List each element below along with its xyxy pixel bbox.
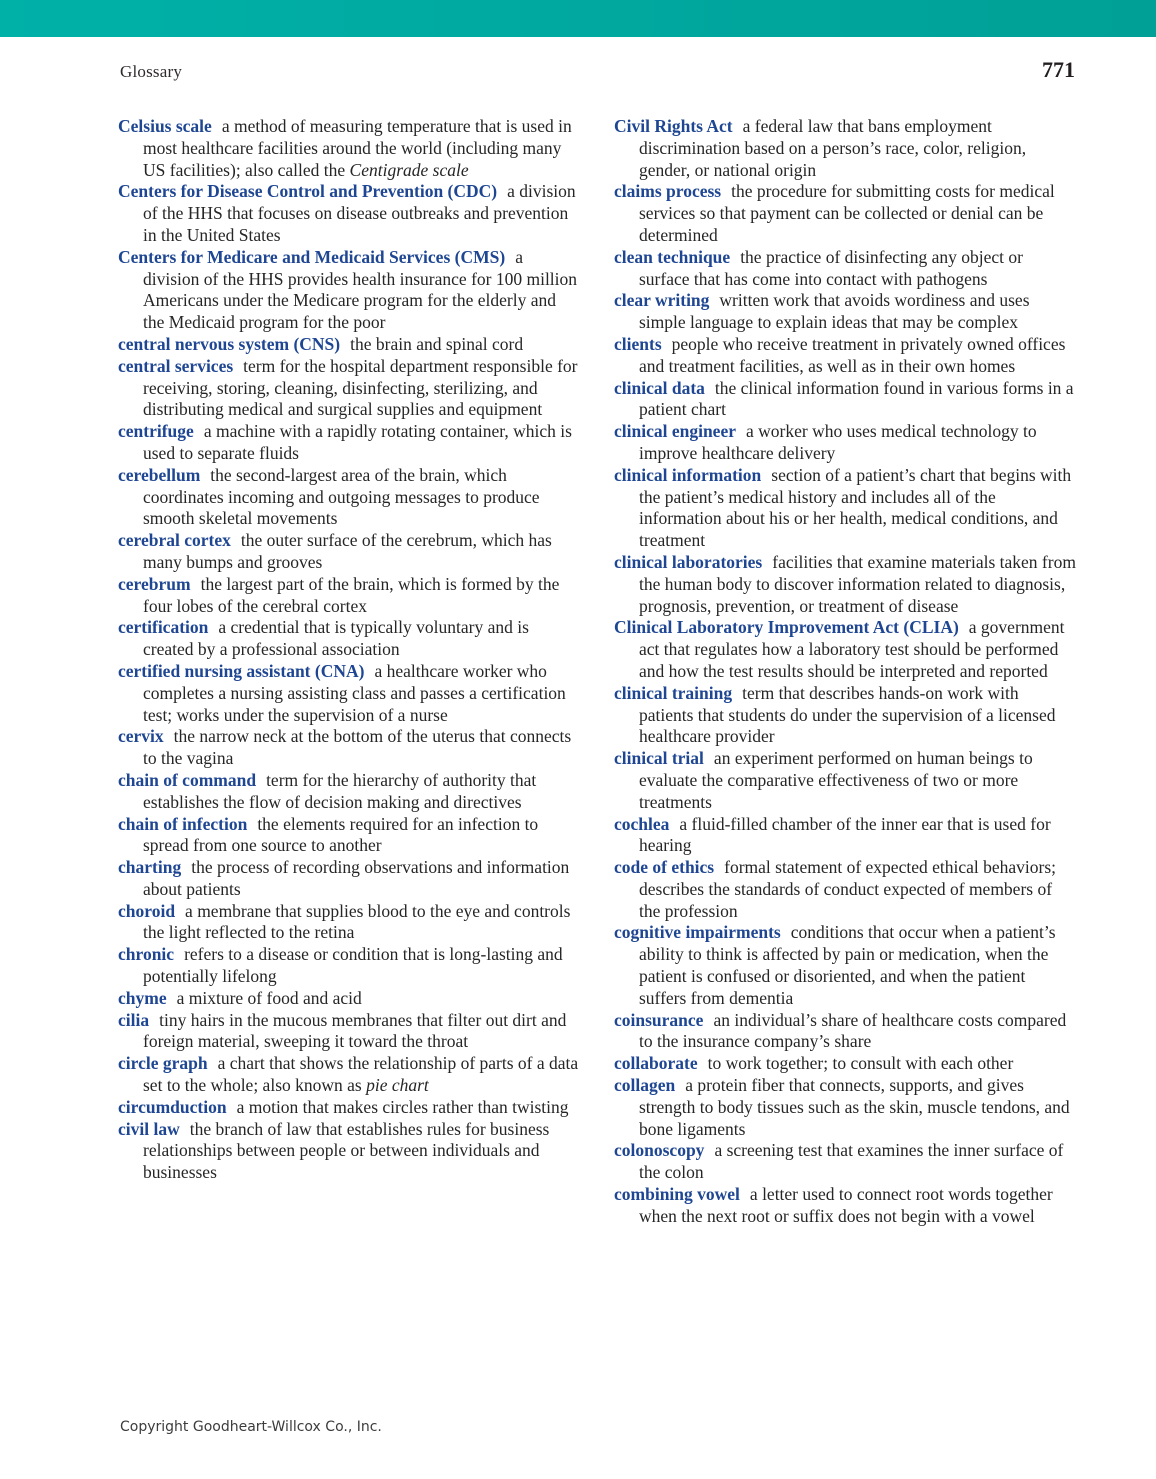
glossary-entry (118, 116, 581, 181)
glossary-definition: the largest part of the brain, which is formed by the four lobes of the cerebral cortex (143, 573, 560, 616)
page-number: 771 (1042, 57, 1075, 82)
glossary-definition: the procedure for submitting costs for medical services so that payment can be collected or denial can be determined (639, 181, 1055, 245)
glossary-entry (118, 1010, 581, 1054)
glossary-definition: the elements required for an infection to spread from one source to another (143, 813, 539, 856)
glossary-definition: the branch of law that establishes rules for business relationships between people or between individuals and businesses (143, 1118, 550, 1183)
glossary-term: clinical engineer (614, 421, 736, 442)
glossary-definition: the narrow neck at the bottom of the uterus that connects to the vagina (143, 726, 572, 769)
glossary-definition-italic: pie chart (366, 1075, 429, 1096)
glossary-entry (614, 465, 1077, 552)
glossary-term: clinical trial (614, 748, 704, 769)
glossary-entry (614, 552, 1077, 617)
glossary-term: chyme (118, 987, 167, 1008)
glossary-term: Civil Rights Act (614, 116, 733, 136)
glossary-entry (118, 857, 581, 901)
glossary-entry (118, 1053, 581, 1097)
glossary-entry (614, 1184, 1077, 1228)
glossary-definition: a screening test that examines the inner surface of the colon (639, 1140, 1064, 1183)
glossary-entry (118, 726, 581, 770)
glossary-entry (614, 1075, 1077, 1140)
glossary-entry (614, 1140, 1077, 1184)
glossary-definition: people who receive treatment in privately owned offices and treatment facilities, as well as in their own homes (639, 333, 1066, 376)
glossary-definition: a division of the HHS provides health insurance for 100 million Americans under the Medicare program for the elderly and the Medicaid program for the poor (143, 246, 578, 333)
glossary-entry (118, 1119, 581, 1184)
glossary-term: clients (614, 333, 662, 354)
glossary-entry (118, 465, 581, 530)
glossary-entry (614, 857, 1077, 922)
glossary-entry (614, 116, 1077, 181)
glossary-definition: a method of measuring temperature that is used in most healthcare facilities around the world (including many US facilities); also called the (143, 116, 572, 180)
glossary-term: charting (118, 857, 182, 878)
glossary-definition: a protein fiber that connects, supports, and gives strength to body tissues such as the skin, muscle tendons, and bone ligaments (639, 1075, 1070, 1139)
glossary-term: claims process (614, 181, 722, 202)
glossary-term: circle graph (118, 1053, 208, 1074)
glossary-term: code of ethics (614, 857, 715, 878)
glossary-entry (614, 378, 1077, 422)
glossary-term: cochlea (614, 813, 670, 834)
glossary-term: chronic (118, 944, 175, 965)
glossary-entry (614, 748, 1077, 813)
glossary-definition: the practice of disinfecting any object or surface that has come into contact with pathogens (639, 246, 1023, 289)
glossary-definition: a machine with a rapidly rotating container, which is used to separate fluids (143, 421, 572, 463)
glossary-column-left (118, 116, 581, 1228)
glossary-definition: tiny hairs in the mucous membranes that filter out dirt and foreign material, sweeping it toward the throat (143, 1009, 567, 1052)
glossary-definition: refers to a disease or condition that is long-lasting and potentially lifelong (143, 944, 563, 987)
glossary-definition: the outer surface of the cerebrum, which has many bumps and grooves (143, 530, 552, 572)
glossary-term: cognitive impairments (614, 922, 781, 943)
glossary-term: coinsurance (614, 1009, 704, 1030)
glossary-entry (614, 683, 1077, 748)
glossary-entry (118, 334, 581, 356)
glossary-entry (118, 617, 581, 661)
glossary-term: cervix (118, 726, 164, 747)
glossary-entry (614, 617, 1077, 682)
glossary-term: certification (118, 617, 209, 638)
glossary-definition: a mixture of food and acid (176, 987, 362, 1008)
glossary-term: clean technique (614, 246, 731, 267)
glossary-term: chain of command (118, 769, 257, 790)
glossary-definition: a credential that is typically voluntary and is created by a professional association (143, 617, 529, 660)
glossary-entry (118, 814, 581, 858)
glossary-term: Clinical Laboratory Improvement Act (CLIA) (614, 617, 959, 638)
glossary-entry (118, 988, 581, 1010)
glossary-definition: the second-largest area of the brain, which coordinates incoming and outgoing messages to produce smooth skeletal movements (143, 464, 540, 529)
glossary-definition: the brain and spinal cord (350, 333, 524, 354)
glossary-definition: a government act that regulates how a laboratory test should be performed and how the test results should be interpreted and reported (639, 617, 1065, 681)
glossary-entry (118, 1097, 581, 1119)
glossary-definition: facilities that examine materials taken from the human body to discover information related to diagnosis, prognosis, prevention, or treatment of disease (639, 551, 1076, 616)
glossary-entry (614, 421, 1077, 465)
glossary-entry (614, 334, 1077, 378)
glossary-entry (118, 944, 581, 988)
glossary-entry (118, 661, 581, 726)
glossary-definition: term for the hierarchy of authority that establishes the flow of decision making and directives (143, 769, 537, 812)
running-head (120, 57, 1075, 83)
glossary-term: clinical information (614, 464, 762, 485)
glossary-entry (118, 421, 581, 465)
glossary-definition: a federal law that bans employment discrimination based on a person’s race, color, religion, gender, or national origin (639, 116, 1027, 180)
glossary-entry (614, 290, 1077, 334)
glossary-term: clinical training (614, 682, 733, 703)
glossary-term: Centers for Medicare and Medicaid Services (CMS) (118, 246, 506, 267)
glossary-entry (614, 814, 1077, 858)
glossary-term: colonoscopy (614, 1140, 705, 1161)
glossary-entry (614, 922, 1077, 1009)
glossary-definition: a motion that makes circles rather than twisting (236, 1096, 569, 1117)
glossary-definition: section of a patient’s chart that begins with the patient’s medical history and includes all of the information about his or her health, medical conditions, and treatment (639, 464, 1072, 551)
glossary-entry (118, 770, 581, 814)
glossary-definition: formal statement of expected ethical behaviors; describes the standards of conduct expected of members of the profession (639, 857, 1057, 921)
glossary-entry (614, 247, 1077, 291)
glossary-definition: a healthcare worker who completes a nursing assisting class and passes a certification test; works under the supervision of a nurse (143, 660, 566, 725)
glossary-definition: a fluid-filled chamber of the inner ear that is used for hearing (639, 813, 1051, 856)
glossary-definition: an experiment performed on human beings to evaluate the comparative effectiveness of two or more treatments (639, 748, 1033, 812)
glossary-entry (118, 901, 581, 945)
glossary-term: choroid (118, 900, 176, 921)
glossary-definition: conditions that occur when a patient’s ability to think is affected by pain or medication, when the patient is confused or disoriented, and when the patient suffers from dementia (639, 922, 1056, 1008)
glossary-term: combining vowel (614, 1184, 740, 1205)
glossary-definition: a letter used to connect root words together when the next root or suffix does not begin with a vowel (639, 1184, 1053, 1226)
glossary-entry (118, 574, 581, 618)
glossary-term: cilia (118, 1009, 150, 1030)
glossary-definition: term that describes hands-on work with patients that students do under the supervision of a licensed healthcare provider (639, 682, 1056, 747)
glossary-definition: an individual’s share of healthcare costs compared to the insurance company’s share (639, 1009, 1067, 1052)
glossary-definition: the process of recording observations and information about patients (143, 857, 570, 899)
glossary-term: Centers for Disease Control and Prevention (CDC) (118, 181, 498, 202)
glossary-columns (118, 116, 1077, 1228)
glossary-term: collagen (614, 1075, 676, 1096)
glossary-definition: the clinical information found in various forms in a patient chart (639, 377, 1074, 420)
glossary-definition-italic: Centigrade scale (349, 159, 469, 180)
top-accent-bar (0, 0, 1156, 37)
glossary-term: certified nursing assistant (CNA) (118, 660, 365, 681)
glossary-term: central nervous system (CNS) (118, 333, 341, 354)
copyright-notice: Copyright Goodheart-Willcox Co., Inc. (120, 1419, 382, 1435)
glossary-term: Celsius scale (118, 116, 212, 136)
running-head-title: Glossary (120, 62, 183, 81)
glossary-term: chain of infection (118, 813, 248, 834)
glossary-term: cerebellum (118, 464, 201, 485)
glossary-term: circumduction (118, 1096, 227, 1117)
glossary-entry (118, 530, 581, 574)
glossary-term: collaborate (614, 1053, 698, 1074)
glossary-definition: a chart that shows the relationship of parts of a data set to the whole; also known as (143, 1053, 579, 1096)
glossary-term: cerebral cortex (118, 530, 231, 551)
glossary-definition: a membrane that supplies blood to the eye and controls the light reflected to the retina (143, 900, 571, 943)
glossary-entry (614, 1053, 1077, 1075)
glossary-term: clear writing (614, 290, 710, 311)
glossary-definition: to work together; to consult with each other (707, 1053, 1014, 1074)
glossary-term: clinical data (614, 377, 705, 398)
glossary-term: clinical laboratories (614, 551, 763, 572)
glossary-entry (614, 1010, 1077, 1054)
glossary-term: central services (118, 355, 234, 376)
glossary-term: civil law (118, 1118, 180, 1139)
glossary-term: cerebrum (118, 573, 191, 594)
glossary-definition: a worker who uses medical technology to improve healthcare delivery (639, 421, 1037, 463)
glossary-definition: term for the hospital department responsible for receiving, storing, cleaning, disinfecting, sterilizing, and distributing medical and surgical supplies and equipment (143, 355, 578, 420)
glossary-entry (118, 356, 581, 421)
glossary-entry (614, 181, 1077, 246)
glossary-term: centrifuge (118, 421, 194, 442)
glossary-definition: written work that avoids wordiness and uses simple language to explain ideas that may be complex (639, 290, 1030, 333)
glossary-entry (118, 181, 581, 246)
glossary-entry (118, 247, 581, 334)
glossary-column-right (614, 116, 1077, 1228)
glossary-definition: a division of the HHS that focuses on disease outbreaks and prevention in the United States (143, 181, 576, 245)
